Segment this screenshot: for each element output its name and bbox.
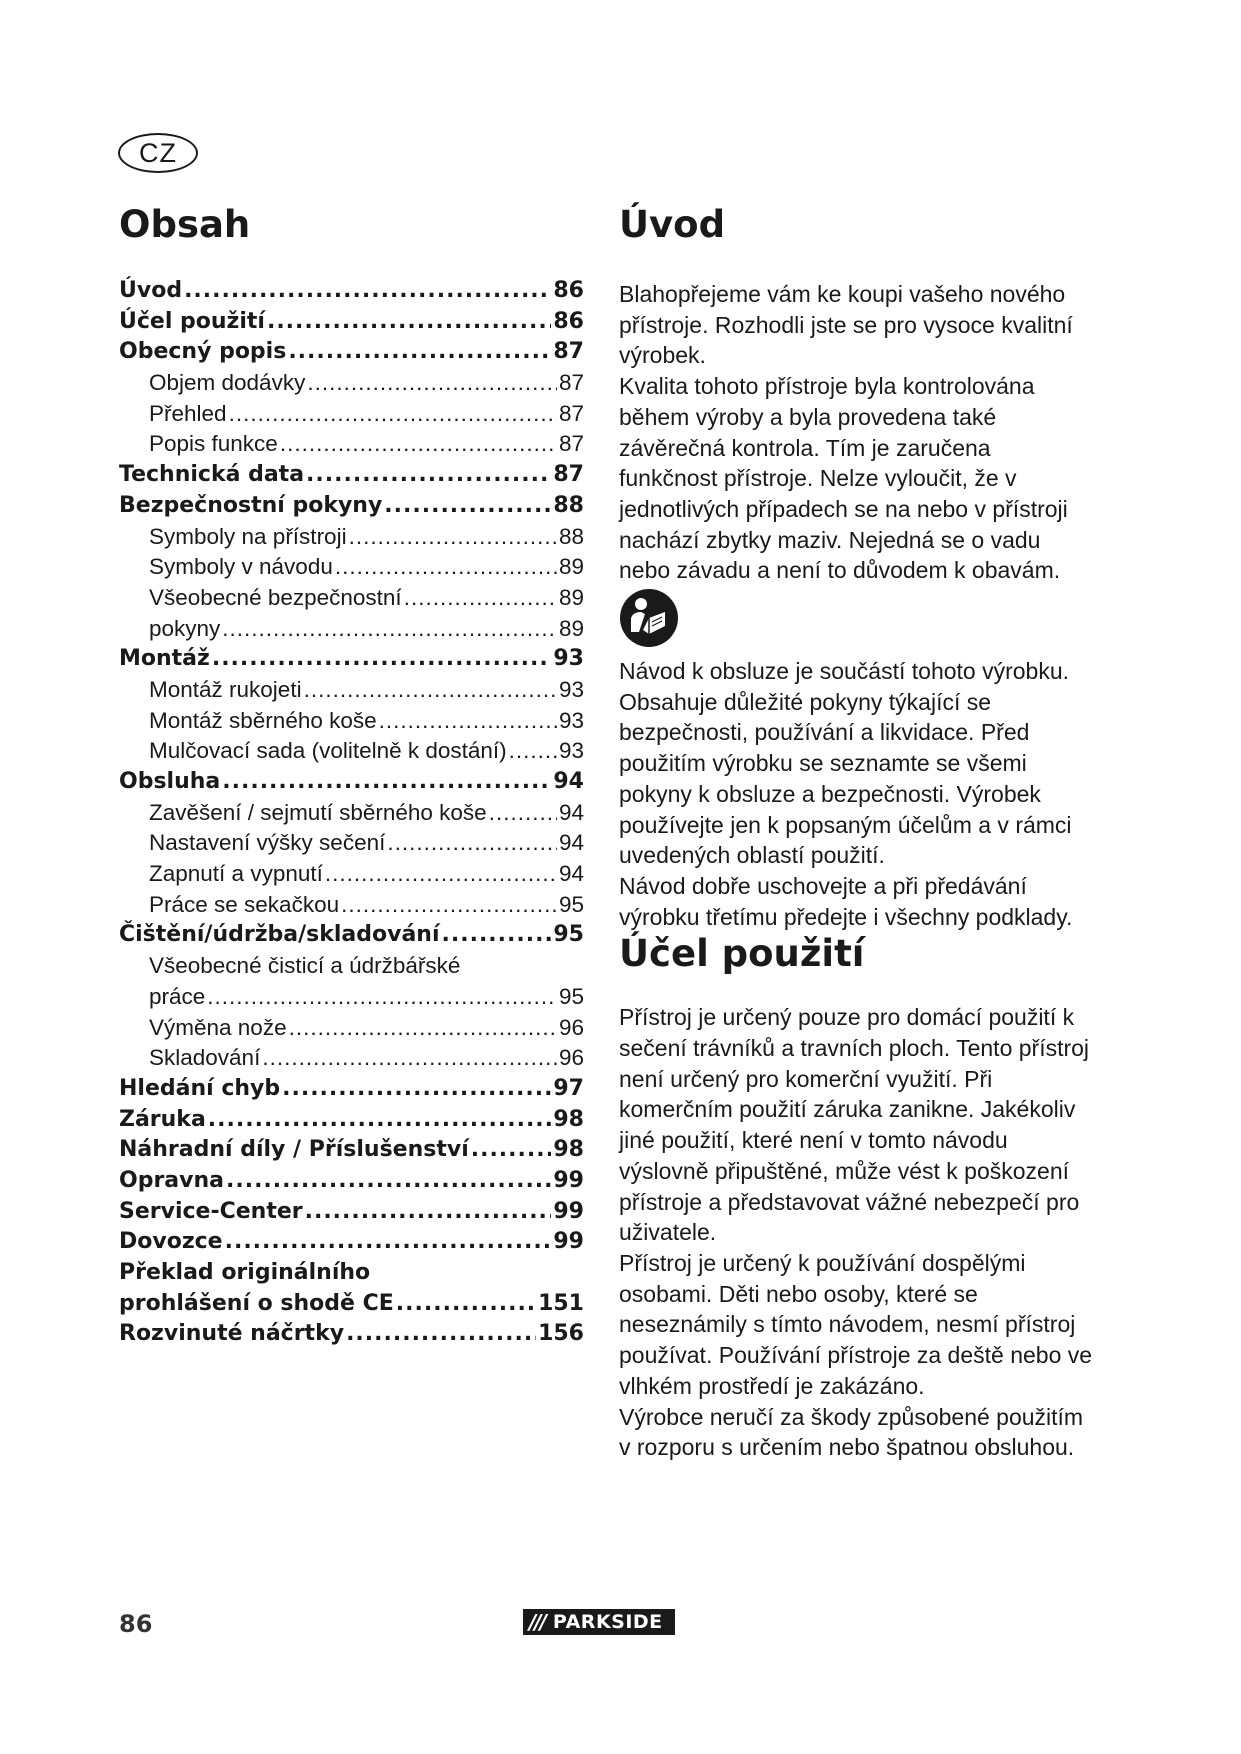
paragraph: Návod dobře uschovejte a při předávání výrobku třetímu předejte i všechny podklady. xyxy=(619,872,1073,930)
toc-leader-dots xyxy=(349,524,557,550)
toc-entry-page: 95 xyxy=(558,891,584,917)
toc-entry-page: 96 xyxy=(558,1014,584,1040)
toc-entry xyxy=(119,1045,584,1076)
toc-entry-page: 156 xyxy=(538,1321,584,1347)
toc-entry-page: 93 xyxy=(558,707,584,733)
toc-entry-label: Obsluha xyxy=(119,769,221,794)
toc-entry-label: Service-Center xyxy=(119,1198,303,1224)
toc-entry-label: Hledání chyb xyxy=(119,1075,281,1101)
toc-entry xyxy=(119,677,584,708)
toc-entry-page: 87 xyxy=(558,431,584,457)
toc-entry xyxy=(119,1260,584,1291)
toc-leader-dots xyxy=(471,1137,552,1162)
toc-leader-dots xyxy=(184,278,551,303)
toc-leader-dots xyxy=(384,493,551,518)
toc-entry-label: Všeobecné čisticí a údržbářské xyxy=(149,953,461,979)
toc-entry-label: práce xyxy=(149,983,206,1009)
toc-entry-page: 93 xyxy=(558,738,584,764)
toc-entry xyxy=(119,1199,584,1230)
paragraph: Návod k obsluze je součástí tohoto výrobku. Obsahuje důležité pokyny týkající se bezpečnosti, používání a likvidace. Před použitím výrobku se seznamte se všemi pokyny k obsluze a bezpečnosti. Výrobek používejte jen k popsaným účelům a v rámci uvedených oblastí použití. xyxy=(619,658,1072,869)
toc-entry-label: Překlad originálního xyxy=(119,1260,371,1285)
toc-entry-label: Úvod xyxy=(119,278,183,303)
toc-entry-page: 99 xyxy=(553,1167,584,1193)
toc-entry xyxy=(119,953,584,984)
toc-entry-page: 87 xyxy=(553,462,584,488)
section-title-uvod: Úvod xyxy=(619,203,726,246)
toc-leader-dots xyxy=(335,554,557,580)
toc-entry xyxy=(119,1137,584,1168)
paragraph: Přístroj je určený pouze pro domácí použití k sečení trávníků a travních ploch. Tento přístroj není určený pro komerční využití. Při komerčním použití záruka zanikne. Jakékoliv jiné použití, které není v tomto návodu výslovně připuštěné, může vést k poškození přístroje a představovat vážné nebezpečí pro uživatele. xyxy=(619,1004,1090,1246)
toc-entry-label: Všeobecné bezpečnostní xyxy=(149,584,402,610)
toc-entry xyxy=(119,370,584,401)
paragraph: Přístroj je určený k používání dospělými osobami. Děti nebo osoby, které se neseznámily s tímto návodem, nesmí přístroj používat. Používání přístroje za deště nebo ve vlhkém prostředí je zakázáno. xyxy=(619,1249,1093,1399)
toc-leader-dots xyxy=(306,462,551,487)
toc-entry-label: Rozvinuté náčrtky xyxy=(119,1321,345,1347)
toc-entry-page: 99 xyxy=(553,1198,584,1224)
toc-leader-dots xyxy=(288,339,551,364)
toc-entry xyxy=(119,462,584,493)
toc-entry-label: Přehled xyxy=(149,400,227,426)
toc-entry-label: Technická data xyxy=(119,462,305,488)
ucel-body xyxy=(619,1002,1094,1463)
toc-list xyxy=(119,278,584,1352)
toc-entry-page: 94 xyxy=(558,799,584,825)
toc-entry-label: prohlášení o shodě CE xyxy=(119,1290,394,1316)
paragraph: Kvalita tohoto přístroje byla kontrolována během výroby a byla provedena také závěrečná kontrola. Tím je zaručena funkčnost přístroje. Nelze vyloučit, že v jednotlivých případech se na nebo v přístroji nachází zbytky maziv. Nejedná se o vadu nebo závadu a není to důvodem k obavám. xyxy=(619,373,1068,584)
logo-text: PARKSIDE xyxy=(552,1611,663,1633)
toc-entry xyxy=(119,922,584,953)
toc-entry-page: 97 xyxy=(553,1075,584,1101)
toc-entry xyxy=(119,861,584,892)
page-number: 86 xyxy=(119,1610,153,1638)
toc-entry xyxy=(119,431,584,462)
toc-entry-page: 88 xyxy=(558,523,584,549)
toc-leader-dots xyxy=(280,431,557,457)
toc-leader-dots xyxy=(208,1107,552,1132)
toc-entry xyxy=(119,339,584,370)
country-code: CZ xyxy=(139,137,177,168)
toc-leader-dots xyxy=(229,401,557,427)
toc-entry xyxy=(119,984,584,1015)
toc-entry xyxy=(119,616,584,647)
toc-entry-page: 93 xyxy=(558,676,584,702)
toc-entry-page: 95 xyxy=(558,983,584,1009)
toc-entry-page: 86 xyxy=(553,278,584,303)
toc-entry xyxy=(119,1168,584,1199)
toc-entry-label: Dovozce xyxy=(119,1229,223,1255)
toc-leader-dots xyxy=(387,830,557,856)
toc-entry-page: 151 xyxy=(538,1290,584,1316)
toc-entry xyxy=(119,278,584,309)
toc-column xyxy=(119,203,584,1352)
toc-entry-page: 86 xyxy=(553,308,584,334)
toc-entry-page: 96 xyxy=(558,1045,584,1071)
toc-entry xyxy=(119,646,584,677)
toc-entry xyxy=(119,830,584,861)
toc-leader-dots xyxy=(442,922,552,947)
toc-entry xyxy=(119,800,584,831)
toc-entry xyxy=(119,1321,584,1352)
toc-entry-label: Symboly na přístroji xyxy=(149,523,347,549)
toc-entry-page: 89 xyxy=(558,615,584,641)
toc-entry xyxy=(119,554,584,585)
toc-leader-dots xyxy=(267,309,551,334)
content-column xyxy=(619,203,1094,1463)
toc-entry-page: 87 xyxy=(558,400,584,426)
read-manual-icon xyxy=(619,588,679,648)
toc-leader-dots xyxy=(212,646,552,671)
toc-leader-dots xyxy=(307,370,557,396)
parkside-logo xyxy=(523,1609,675,1635)
toc-entry-label: Zavěšení / sejmutí sběrného koše xyxy=(149,799,487,825)
toc-entry xyxy=(119,892,584,923)
toc-entry xyxy=(119,1291,584,1322)
toc-entry-page: 87 xyxy=(558,370,584,396)
toc-leader-dots xyxy=(396,1291,536,1316)
uvod-body xyxy=(619,279,1094,932)
toc-title: Obsah xyxy=(119,203,251,246)
toc-entry xyxy=(119,738,584,769)
toc-leader-dots xyxy=(225,1229,552,1254)
toc-entry-label: pokyny xyxy=(149,615,221,641)
toc-leader-dots xyxy=(226,1168,551,1193)
toc-entry xyxy=(119,524,584,555)
toc-entry-label: Bezpečnostní pokyny xyxy=(119,492,383,518)
toc-entry-label: Opravna xyxy=(119,1167,224,1193)
toc-entry-page: 95 xyxy=(553,922,584,948)
toc-entry-label: Montáž sběrného koše xyxy=(149,707,377,733)
toc-entry-label: Obecný popis xyxy=(119,339,287,365)
toc-leader-dots xyxy=(289,1015,557,1041)
toc-leader-dots xyxy=(341,892,557,918)
toc-entry-page: 98 xyxy=(553,1106,584,1132)
toc-entry-label: Montáž xyxy=(119,646,210,672)
toc-entry-page: 87 xyxy=(553,339,584,365)
toc-entry-label: Objem dodávky xyxy=(149,370,306,396)
toc-entry-page: 94 xyxy=(558,830,584,856)
toc-entry xyxy=(119,1107,584,1138)
toc-entry xyxy=(119,1015,584,1046)
toc-entry-page: 94 xyxy=(553,769,584,794)
toc-entry-page: 89 xyxy=(558,554,584,580)
toc-leader-dots xyxy=(262,1045,557,1071)
toc-leader-dots xyxy=(346,1321,536,1346)
toc-entry xyxy=(119,309,584,340)
toc-entry-label: Práce se sekačkou xyxy=(149,891,340,917)
toc-entry-label: Symboly v návodu xyxy=(149,554,333,580)
toc-leader-dots xyxy=(325,861,557,887)
toc-entry-label: Mulčovací sada (volitelně k dostání) xyxy=(149,738,507,764)
toc-entry-page: 98 xyxy=(553,1137,584,1163)
paragraph: Blahopřejeme vám ke koupi vašeho nového přístroje. Rozhodli jste se pro vysoce kvalitní výrobek. xyxy=(619,281,1073,369)
toc-entry-label: Účel použití xyxy=(119,308,265,334)
toc-entry-label: Zapnutí a vypnutí xyxy=(149,861,323,887)
section-title-ucel: Účel použití xyxy=(619,932,865,976)
toc-entry xyxy=(119,769,584,800)
toc-entry xyxy=(119,585,584,616)
toc-leader-dots xyxy=(222,616,557,642)
toc-leader-dots xyxy=(379,708,557,734)
toc-entry xyxy=(119,1229,584,1260)
toc-entry-page: 99 xyxy=(553,1229,584,1255)
toc-leader-dots xyxy=(489,800,557,826)
toc-entry xyxy=(119,708,584,739)
toc-leader-dots xyxy=(305,1199,552,1224)
toc-entry-label: Popis funkce xyxy=(149,431,278,457)
paragraph: Výrobce neručí za škody způsobené použitím v rozporu s určením nebo špatnou obsluhou. xyxy=(619,1403,1084,1461)
toc-entry-label: Záruka xyxy=(119,1106,206,1132)
toc-entry-label: Výměna nože xyxy=(149,1014,287,1040)
toc-entry-label: Montáž rukojeti xyxy=(149,676,302,702)
toc-entry-label: Čištění/údržba/skladování xyxy=(119,922,440,948)
toc-leader-dots xyxy=(207,984,557,1010)
toc-entry-label: Nastavení výšky sečení xyxy=(149,830,386,856)
toc-leader-dots xyxy=(282,1076,551,1101)
toc-entry xyxy=(119,401,584,432)
toc-entry-page: 93 xyxy=(553,646,584,672)
toc-leader-dots xyxy=(304,677,557,703)
toc-entry-page: 89 xyxy=(558,584,584,610)
toc-entry xyxy=(119,493,584,524)
toc-entry xyxy=(119,1076,584,1107)
logo-slashes: /// xyxy=(529,1610,545,1634)
toc-entry-label: Náhradní díly / Příslušenství xyxy=(119,1137,469,1163)
toc-leader-dots xyxy=(509,738,557,764)
country-badge xyxy=(118,133,198,173)
toc-leader-dots xyxy=(222,769,551,794)
toc-leader-dots xyxy=(404,585,557,611)
toc-entry-page: 88 xyxy=(553,492,584,518)
toc-entry-label: Skladování xyxy=(149,1045,261,1071)
toc-entry-page: 94 xyxy=(558,861,584,887)
